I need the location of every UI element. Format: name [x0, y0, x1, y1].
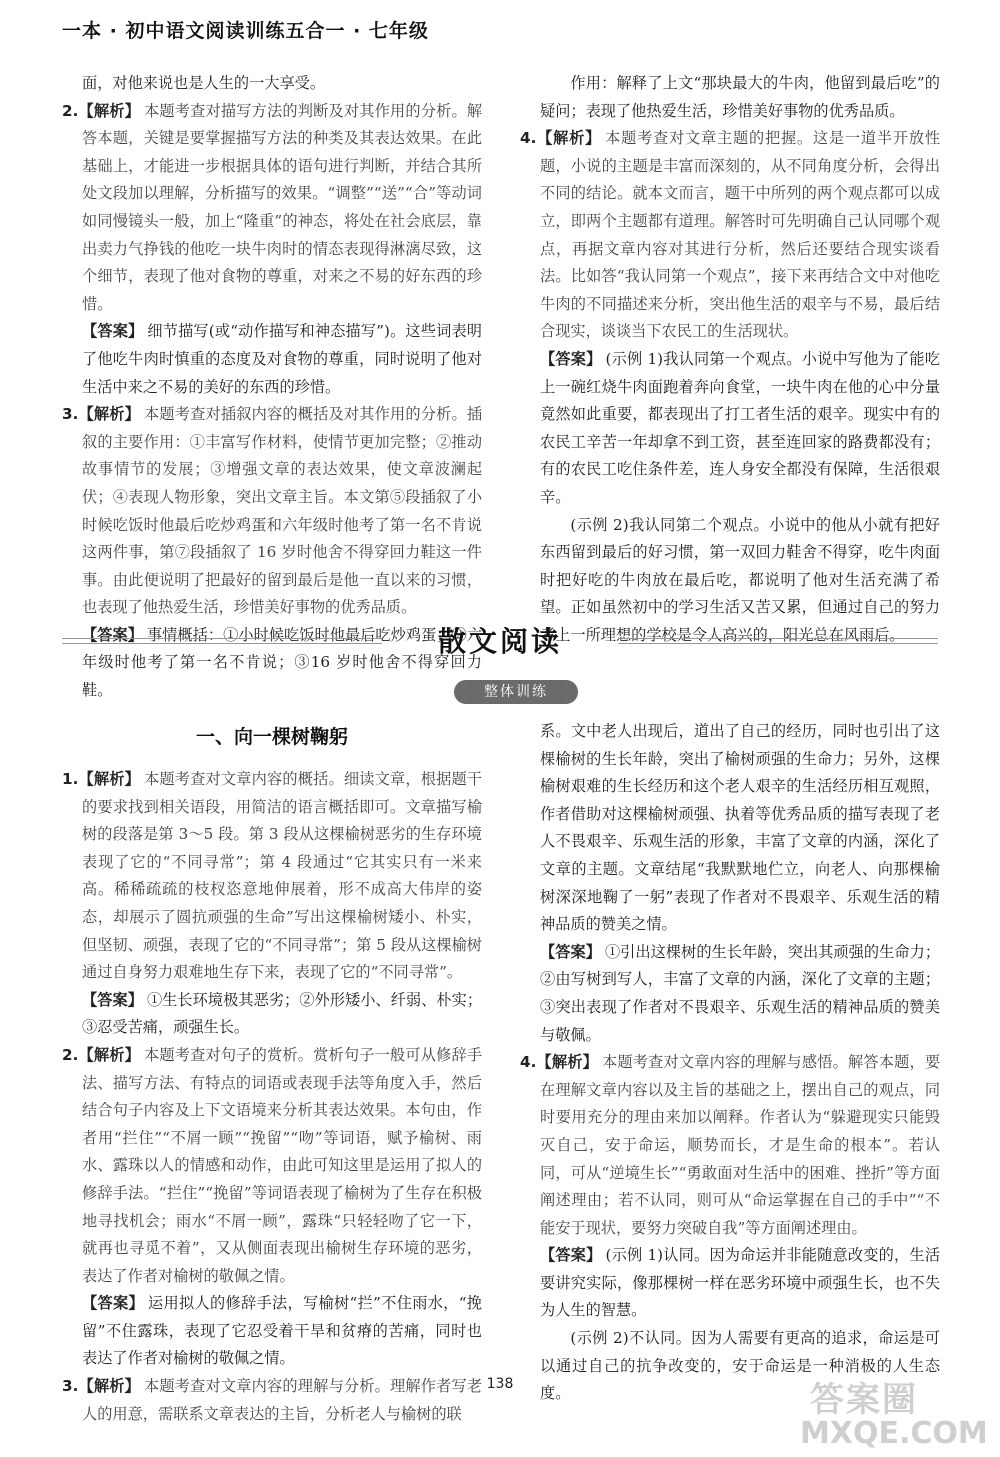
top-left-column: [62, 70, 482, 705]
question-1-analysis: [62, 766, 482, 987]
paragraph: 作用：解释了上文“那块最大的牛肉，他留到最后吃”的疑问；表现了他热爱生活，珍惜美好事物的优秀品质。: [540, 74, 940, 120]
answer-text: ①引出这棵树的生长年龄，突出其顽强的生命力；②由写树到写人，丰富了文章的内涵，深化了文章的主题；③突出表现了作者对不畏艰辛、乐观生活的精神品质的赞美与敬佩。: [540, 942, 941, 1044]
section-banner: [62, 620, 938, 660]
page-number: 138: [486, 1376, 514, 1392]
question-2-answer: [62, 318, 482, 401]
answer-label: 【答案】: [82, 1294, 145, 1313]
analysis-text: 本题考查对文章主题的把握。这是一道半开放性题，小说的主题是丰富而深刻的，从不同角度分析，会得出不同的结论。就本文而言，题干中所列的两个观点都可以成立，即两个主题都有道理。解答时可先明确自己认同哪个观点，再据文章内容对其进行分析，然后还要结合现实谈看法。比如答“我认同第一个观点”，接下来再结合文中对他吃牛肉的不同描述来分析，突出他生活的艰辛与不易，最后结合现实，谈谈当下农民工的生活现状。: [540, 129, 941, 341]
question-1-answer: [62, 987, 482, 1042]
bottom-right-column: [520, 718, 940, 1408]
question-4-analysis: [520, 125, 940, 346]
answer-text: 细节描写(或“动作描写和神态描写”)。这些词表明了他吃牛肉时慎重的态度及对食物的尊重，同时说明了他对生活中来之不易的美好的东西的珍惜。: [82, 322, 482, 396]
answer-example-2: (示例 2)我认同第二个观点。小说中的他从小就有把好东西留到最后的好习惯，第一双回力鞋舍不得穿，吃牛肉面时把好吃的牛肉放在最后吃，都说明了他对生活充满了希望。正如虽然初中的学习生活又苦又累，但通过自己的努力考上一所理想的学校是令人高兴的，阳光总在风雨后。: [540, 515, 940, 644]
question-number: 3.: [62, 405, 79, 424]
training-pill: 整体训练: [454, 680, 578, 704]
answer-text: (示例 1)认同。因为命运并非能随意改变的，生活要讲究实际，像那棵树一样在恶劣环境中顽强生长，也不失为人生的智慧。: [540, 1246, 941, 1320]
analysis-label: 【解析】: [78, 101, 141, 120]
analysis-label: 【解析】: [78, 1045, 141, 1064]
answer-text: 运用拟人的修辞手法，写榆树“拦”不住雨水，“挽留”不住露珠，表现了它忍受着干旱和贫瘠的苦痛，同时也表达了作者对榆树的敬佩之情。: [82, 1294, 482, 1368]
answer-text: ①生长环境极其恶劣；②外形矮小、纤弱、朴实；③忍受苦痛，顽强生长。: [82, 990, 483, 1037]
analysis-label: 【解析】: [536, 1053, 599, 1072]
answer-label: 【答案】: [82, 625, 143, 644]
analysis-label: 【解析】: [78, 770, 141, 788]
top-right-column: [520, 70, 940, 649]
bottom-left-column: [62, 766, 482, 1428]
paragraph: 系。文中老人出现后，道出了自己的经历，同时也引出了这棵榆树的生长年龄，突出了榆树顽强的生命力；另外，这棵榆树艰难的生长经历和这个老人艰辛的生活经历相互观照，作者借助对这棵榆树顽强、执着等优秀品质的描写表现了老人不畏艰辛、乐观生活的形象，丰富了文章的内涵，深化了文章的主题。文章结尾“我默默地伫立，向老人、向那棵榆树深深地鞠了一躬”表现了作者对不畏艰辛、乐观生活的精神品质的赞美之情。: [540, 722, 940, 934]
paragraph: 面，对他来说也是人生的一大享受。: [82, 74, 325, 92]
question-number: 4.: [520, 1053, 537, 1072]
analysis-text: 本题考查对文章内容的理解与感悟。解答本题，要在理解文章内容以及主旨的基础之上，摆出自己的观点，同时要用充分的理由来加以阐释。作者认为“躲避现实只能毁灭自己，安于命运，顺势而长，才是生命的根本”。若认同，可从“逆境生长”“勇敢面对生活中的困难、挫折”等方面阐述理由；若不认同，则可从“命运掌握在自己的手中”“不能安于现状，要努力突破自我”等方面阐述理由。: [540, 1053, 941, 1237]
analysis-label: 【解析】: [78, 1377, 141, 1396]
question-2-analysis: [62, 98, 482, 319]
running-header: 一本 · 初中语文阅读训练五合一 · 七年级: [62, 20, 429, 42]
question-number: 2.: [62, 101, 79, 120]
answer-text: 事情概括：①小时候吃饭时他最后吃炒鸡蛋；②六年级时他考了第一名不肯说；③16 岁时他舍不得穿回力鞋。: [82, 625, 483, 700]
question-3-analysis: [62, 401, 482, 622]
analysis-text: 本题考查对文章内容的概括。细读文章，根据题干的要求找到相关语段，用简洁的语言概括即可。文章描写榆树的段落是第 3～5 段。第 3 段从这棵榆树恶劣的生存环境表现了它的“不同寻常”；第 4 段通过“它其实只有一米来高。稀稀疏疏的枝杈恣意地伸展着，形不成高大伟岸的姿态，却展示了圆抗顽强的生命”写出这棵榆树矮小、朴实，但坚韧、顽强，表现了它的“不同寻常”；第 5 段从这棵榆树通过自身努力艰难地生存下来，表现了它的“不同寻常”。: [82, 770, 483, 982]
article-title: 一、向一棵树鞠躬: [195, 726, 348, 748]
answer-label: 【答案】: [82, 990, 143, 1009]
question-number: 4.: [520, 129, 537, 148]
watermark-url: MXQE.COM: [800, 1416, 988, 1451]
section-title: 散文阅读: [437, 625, 562, 658]
analysis-label: 【解析】: [78, 405, 141, 424]
analysis-text: 本题考查对插叙内容的概括及对其作用的分析。插叙的主要作用：①丰富写作材料，使情节更加完整；②推动故事情节的发展；③增强文章的表达效果，使文章波澜起伏；④表现人物形象，突出文章主旨。本文第⑤段插叙了小时候吃饭时他最后吃炒鸡蛋和六年级时他考了第一名不肯说这两件事，第⑦段插叙了 16 岁时他舍不得穿回力鞋这一件事。由此便说明了把最好的留到最后是他一直以来的习惯，也表现了他热爱生活，珍惜美好事物的优秀品质。: [82, 405, 483, 617]
question-2-answer: [62, 1290, 482, 1373]
answer-text: (示例 1)我认同第一个观点。小说中写他为了能吃上一碗红烧牛肉面跑着奔向食堂，一块牛肉在他的心中分量竟然如此重要，都表现出了打工者生活的艰辛。现实中有的农民工辛苦一年却拿不到工资，甚至连回家的路费都没有；有的农民工吃住条件差，连人身安全都没有保障，生活很艰辛。: [540, 349, 941, 506]
question-number: 2.: [62, 1045, 79, 1064]
answer-label: 【答案】: [540, 942, 601, 961]
question-4-answer: [520, 346, 940, 512]
answer-label: 【答案】: [540, 349, 602, 368]
answer-label: 【答案】: [540, 1246, 602, 1265]
question-number: 1.: [62, 770, 79, 788]
answer-example-2: (示例 2)不认同。因为人需要有更高的追求，命运是可以通过自己的抗争改变的，安于命运是一种消极的人生态度。: [540, 1329, 940, 1403]
question-4-answer: [520, 1242, 940, 1325]
analysis-text: 本题考查对描写方法的判断及对其作用的分析。解答本题，关键是要掌握描写方法的种类及其表达效果。在此基础上，才能进一步根据具体的语句进行判断，并结合其所处文段加以理解，分析描写的效果。“调整”“送”“合”等动词如同慢镜头一般，加上“隆重”的神态，将处在社会底层，靠出卖力气挣钱的他吃一块牛肉时的情态表现得淋漓尽致，这个细节，表现了他对食物的尊重，对来之不易的好东西的珍惜。: [82, 101, 483, 313]
question-2-analysis: [62, 1042, 482, 1290]
answer-label: 【答案】: [82, 322, 144, 341]
watermark-logo: 答案圈: [810, 1380, 918, 1420]
analysis-text: 本题考查对句子的赏析。赏析句子一般可从修辞手法、描写方法、有特点的词语或表现手法等角度入手，然后结合句子内容及上下文语境来分析其表达效果。本句由，作者用“拦住”“不屑一顾”“挽留”“吻”等词语，赋予榆树、雨水、露珠以人的情感和动作，由此可知这里是运用了拟人的修辞手法。“拦住”“挽留”等词语表现了榆树为了生存在积极地寻找机会；雨水“不屑一顾”，露珠“只轻轻吻了它一下，就再也寻觅不着”，又从侧面表现出榆树生存环境的恶劣，表达了作者对榆树的敬佩之情。: [82, 1045, 483, 1285]
question-3-answer: [520, 939, 940, 1049]
question-number: 3.: [62, 1377, 79, 1396]
analysis-label: 【解析】: [536, 129, 602, 148]
analysis-text: 本题考查对文章内容的理解与分析。理解作者写老人的用意，需联系文章表达的主旨，分析老人与榆树的联: [82, 1377, 483, 1423]
question-4-analysis: [520, 1049, 940, 1242]
